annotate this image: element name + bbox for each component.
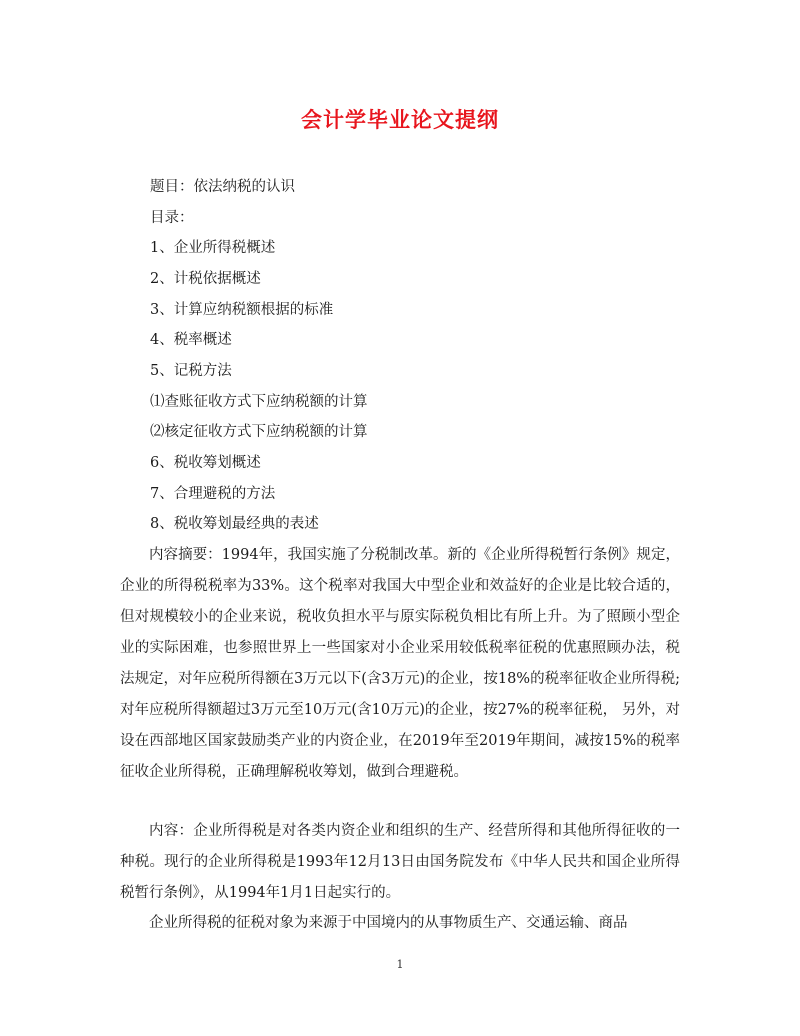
content-paragraph: 内容：企业所得税是对各类内资企业和组织的生产、经营所得和其他所得征收的一种税。现行的企业所得税是1993年12月13日由国务院发布《中华人民共和国企业所得税暂行条例》，从1994年1月1日起实行的。 <box>120 823 680 901</box>
toc-item: 7、合理避税的方法 <box>150 486 276 502</box>
toc-item: ⑵核定征收方式下应纳税额的计算 <box>150 424 368 440</box>
abstract-paragraph: 内容摘要：1994年，我国实施了分税制改革。新的《企业所得税暂行条例》规定，企业的所得税税率为33%。这个税率对我国大中型企业和效益好的企业是比较合适的，但对规模较小的企业来说，税收负担水平与原实际税负相比有所上升。为了照顾小型企业的实际困难，也参照世界上一些国家对小企业采用较低税率征税的优惠照顾办法，税法规定，对年应税所得额在3万元以下(含3万元)的企业，按18%的税率征收企业所得税;对年应税所得额超过3万元至10万元(含10万元)的企业，按27%的税率征税， 另外，对设在西部地区国家鼓励类产业的内资企业，在2019年至2019年期间，减按15%的税率征收企业所得税，正确理解税收筹划，做到合理避税。 <box>120 547 680 780</box>
page-number: 1 <box>396 958 404 971</box>
toc-item: 4、税率概述 <box>150 332 232 348</box>
toc-item: 5、记税方法 <box>150 363 232 379</box>
toc-item: 8、税收筹划最经典的表述 <box>150 516 319 532</box>
topic-line: 题目：依法纳税的认识 <box>150 179 295 195</box>
toc-item: 6、税收筹划概述 <box>150 455 261 471</box>
toc-item: 1、企业所得税概述 <box>150 240 276 256</box>
toc-item: 3、计算应纳税额根据的标准 <box>150 302 334 318</box>
content-paragraph-continued: 企业所得税的征税对象为来源于中国境内的从事物质生产、交通运输、商品 <box>149 915 628 931</box>
toc-item: 2、计税依据概述 <box>150 271 261 287</box>
toc-label: 目录： <box>150 210 194 226</box>
document-title: 会计学毕业论文提纲 <box>301 107 499 132</box>
toc-item: ⑴查账征收方式下应纳税额的计算 <box>150 394 368 410</box>
